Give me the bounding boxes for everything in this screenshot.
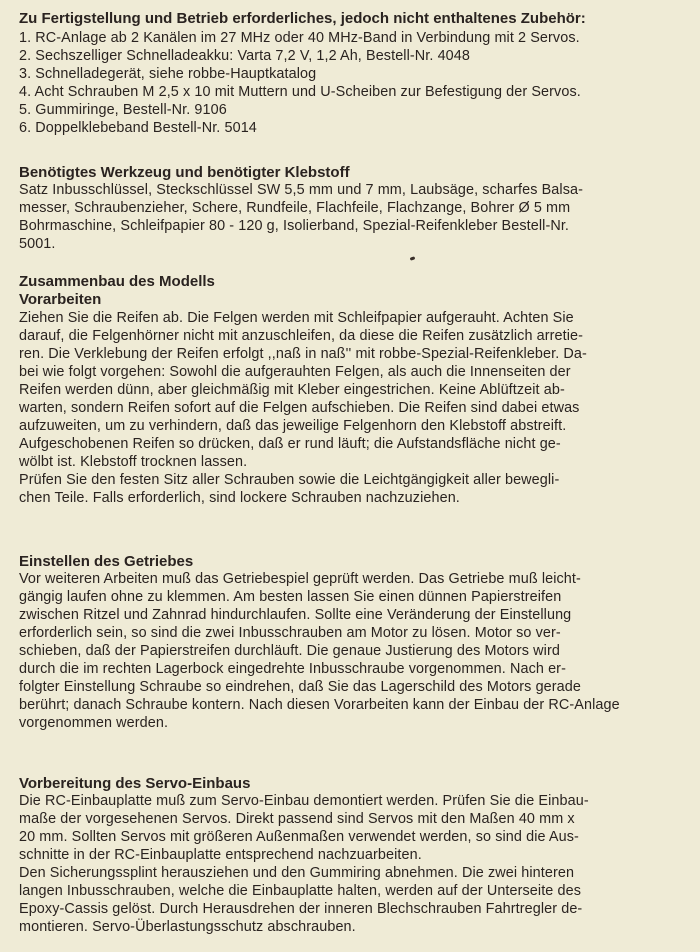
assembly-line: bei wie folgt vorgehen: Sowohl die aufgerauhten Felgen, als auch die Innenseiten der <box>19 364 571 380</box>
servo-line: Die RC-Einbauplatte muß zum Servo-Einbau demontiert werden. Prüfen Sie die Einbau- <box>19 793 589 809</box>
gearbox-line: erforderlich sein, so sind die zwei Inbusschrauben am Motor zu lösen. Motor so ver- <box>19 625 561 641</box>
servo-line: maße der vorgesehenen Servos. Direkt passend sind Servos mit den Maßen 40 mm x <box>19 811 575 827</box>
gearbox-line: gängig laufen ohne zu klemmen. Am besten lassen Sie einen dünnen Papierstreifen <box>19 589 562 605</box>
accessories-line: 3. Schnelladegerät, siehe robbe-Hauptkatalog <box>19 66 317 82</box>
assembly-line: ren. Die Verklebung der Reifen erfolgt ,,naß in naß'' mit robbe-Spezial-Reifenkleber. Da- <box>19 346 587 362</box>
accessories-heading: Zu Fertigstellung und Betrieb erforderliches, jedoch nicht enthaltenes Zubehör: <box>19 10 586 27</box>
gearbox-line: vorgenommen werden. <box>19 715 169 731</box>
assembly-line: darauf, die Felgenhörner nicht mit anzuschleifen, da diese die Reifen zusätzlich arretie- <box>19 328 584 344</box>
servo-line: schnitte in der RC-Einbauplatte entsprechend nachzuarbeiten. <box>19 847 422 863</box>
accessories-line: 2. Sechszelliger Schnelladeakku: Varta 7,2 V, 1,2 Ah, Bestell-Nr. 4048 <box>19 48 470 64</box>
tools-line: Bohrmaschine, Schleifpapier 80 - 120 g, Isolierband, Spezial-Reifenkleber Bestell-Nr. <box>19 218 570 234</box>
servo-line: montieren. Servo-Überlastungsschutz abschrauben. <box>19 919 356 935</box>
accessories-line: 5. Gummiringe, Bestell-Nr. 9106 <box>19 102 227 118</box>
assembly-line: chen Teile. Falls erforderlich, sind lockere Schrauben nachzuziehen. <box>19 490 460 506</box>
gearbox-line: durch die im rechten Lagerbock eingedrehte Inbusschraube vorgenommen. Nach er- <box>19 661 566 677</box>
servo-heading: Vorbereitung des Servo-Einbaus <box>19 775 251 792</box>
tools-heading: Benötigtes Werkzeug und benötigter Klebstoff <box>19 164 350 181</box>
gearbox-line: berührt; danach Schraube kontern. Nach diesen Vorarbeiten kann der Einbau der RC-Anlage <box>19 697 620 713</box>
assembly-line: warten, sondern Reifen sofort auf die Felgen aufschieben. Die Reifen sind dabei etwas <box>19 400 580 416</box>
tools-line: Satz Inbusschlüssel, Steckschlüssel SW 5,5 mm und 7 mm, Laubsäge, scharfes Balsa- <box>19 182 583 198</box>
servo-line: 20 mm. Sollten Servos mit größeren Außenmaßen verwendet werden, so sind die Aus- <box>19 829 579 845</box>
accessories-line: 1. RC-Anlage ab 2 Kanälen im 27 MHz oder 40 MHz-Band in Verbindung mit 2 Servos. <box>19 30 580 46</box>
gearbox-line: schieben, daß der Papierstreifen durchläuft. Die genaue Justierung des Motors wird <box>19 643 560 659</box>
assembly-subheading: Vorarbeiten <box>19 291 102 308</box>
assembly-line: Aufgeschobenen Reifen so drücken, daß er rund läuft; die Aufstandsfläche nicht ge- <box>19 436 561 452</box>
assembly-heading: Zusammenbau des Modells <box>19 273 215 290</box>
servo-line: langen Inbusschrauben, welche die Einbauplatte halten, werden auf der Unterseite des <box>19 883 582 899</box>
accessories-line: 4. Acht Schrauben M 2,5 x 10 mit Muttern und U-Scheiben zur Befestigung der Servos. <box>19 84 581 100</box>
assembly-line: wölbt ist. Klebstoff trocknen lassen. <box>19 454 248 470</box>
servo-line: Epoxy-Cassis gelöst. Durch Herausdrehen der inneren Blechschrauben Fahrtregler de- <box>19 901 583 917</box>
gearbox-line: folgter Einstellung Schraube so eindrehen, daß Sie das Lagerschild des Motors gerade <box>19 679 581 695</box>
tools-line: 5001. <box>19 236 56 252</box>
accessories-line: 6. Doppelklebeband Bestell-Nr. 5014 <box>19 120 257 136</box>
gearbox-line: zwischen Ritzel und Zahnrad hindurchlaufen. Sollte eine Veränderung der Einstellung <box>19 607 572 623</box>
assembly-line: Ziehen Sie die Reifen ab. Die Felgen werden mit Schleifpapier aufgerauht. Achten Sie <box>19 310 574 326</box>
assembly-line: Prüfen Sie den festen Sitz aller Schrauben sowie die Leichtgängigkeit aller bewegli- <box>19 472 560 488</box>
gearbox-line: Vor weiteren Arbeiten muß das Getriebespiel geprüft werden. Das Getriebe muß leicht- <box>19 571 581 587</box>
gearbox-heading: Einstellen des Getriebes <box>19 553 194 570</box>
print-speck <box>410 256 416 261</box>
servo-line: Den Sicherungssplint herausziehen und den Gummiring abnehmen. Die zwei hinteren <box>19 865 575 881</box>
assembly-line: aufzuweiten, um zu verhindern, daß das jeweilige Felgenhorn den Klebstoff abstreift. <box>19 418 567 434</box>
tools-line: messer, Schraubenzieher, Schere, Rundfeile, Flachfeile, Flachzange, Bohrer Ø 5 mm <box>19 200 571 216</box>
assembly-line: Reifen werden dünn, aber gleichmäßig mit Kleber eingestrichen. Keine Ablüftzeit ab- <box>19 382 565 398</box>
